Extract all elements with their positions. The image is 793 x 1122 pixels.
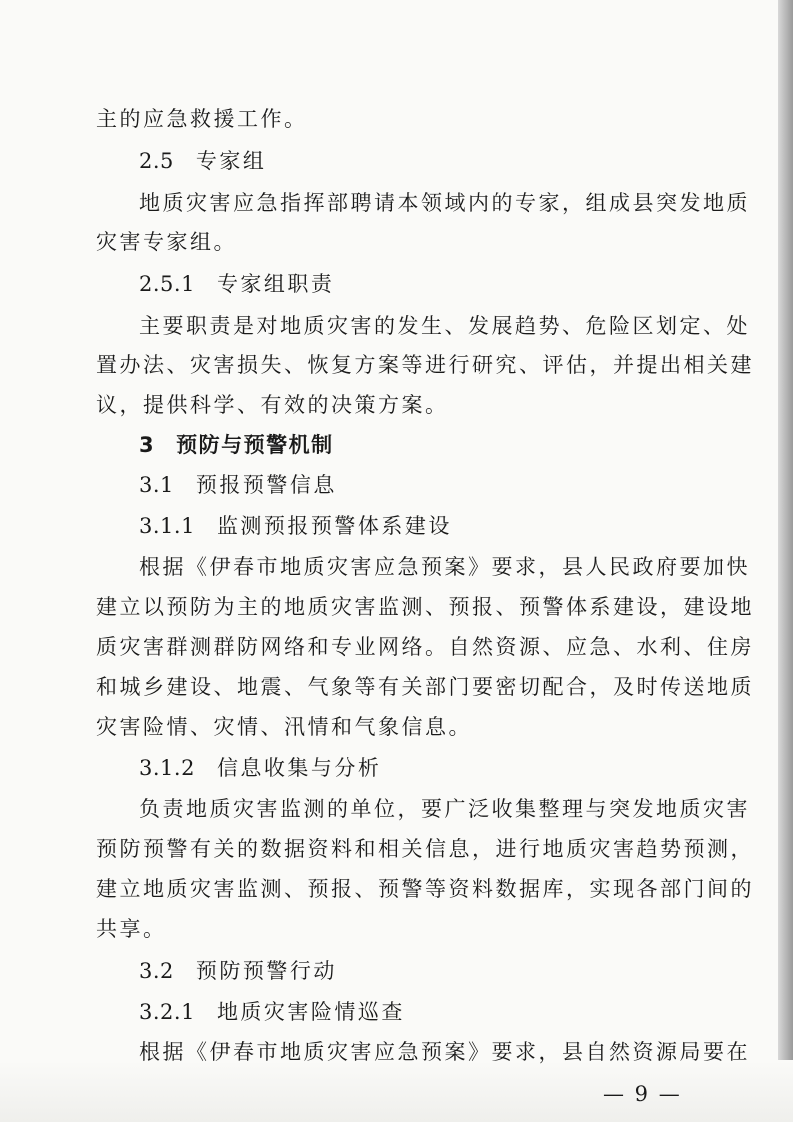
section-heading-3-2-1	[139, 999, 405, 1025]
section-heading-3-1-2	[139, 755, 381, 781]
text-line: 预防预警有关的数据资料和相关信息，进行地质灾害趋势预测，	[96, 837, 754, 861]
section-title: 专家组	[195, 149, 267, 173]
section-title: 监测预报预警体系建设	[216, 514, 452, 538]
text-line: 负责地质灾害监测的单位，要广泛收集整理与突发地质灾害	[139, 797, 750, 821]
section-number: 3.2	[139, 959, 174, 983]
text-line: 根据《伊春市地质灾害应急预案》要求，县自然资源局要在	[139, 1040, 750, 1064]
section-number: 3.2.1	[139, 1000, 195, 1024]
page-number: — 9 —	[603, 1082, 682, 1106]
section-heading-2-5	[139, 148, 266, 174]
section-number: 2.5.1	[139, 272, 195, 296]
text-line: 议，提供科学、有效的决策方案。	[96, 393, 449, 417]
section-title: 专家组职责	[216, 272, 335, 296]
text-line: 建立以预防为主的地质灾害监测、预报、预警体系建设，建设地	[96, 595, 754, 619]
text-line: 灾害专家组。	[96, 230, 237, 254]
section-title: 预防与预警机制	[176, 433, 334, 457]
section-number: 3.1.2	[139, 756, 195, 780]
section-title: 预报预警信息	[195, 473, 337, 497]
section-title: 预防预警行动	[195, 959, 337, 983]
text-line: 主的应急救援工作。	[96, 107, 308, 131]
text-line: 地质灾害应急指挥部聘请本领域内的专家，组成县突发地质	[139, 191, 750, 215]
section-number: 3	[139, 433, 155, 457]
text-line: 置办法、灾害损失、恢复方案等进行研究、评估，并提出相关建	[96, 353, 754, 377]
text-line: 质灾害群测群防网络和专业网络。自然资源、应急、水利、住房	[96, 635, 754, 659]
text-line: 灾害险情、灾情、汛情和气象信息。	[96, 715, 472, 739]
page-edge-shadow	[778, 0, 793, 1122]
section-title: 信息收集与分析	[216, 756, 382, 780]
text-line: 共享。	[96, 917, 167, 941]
section-heading-3-1	[139, 472, 337, 498]
section-heading-3-2	[139, 958, 337, 984]
section-title: 地质灾害险情巡查	[216, 1000, 405, 1024]
section-number: 3.1	[139, 473, 174, 497]
section-heading-3-1-1	[139, 513, 452, 539]
text-line: 和城乡建设、地震、气象等有关部门要密切配合，及时传送地质	[96, 675, 754, 699]
section-number: 3.1.1	[139, 514, 195, 538]
text-line: 主要职责是对地质灾害的发生、发展趋势、危险区划定、处	[139, 314, 750, 338]
text-line: 根据《伊春市地质灾害应急预案》要求，县人民政府要加快	[139, 555, 750, 579]
text-line: 建立地质灾害监测、预报、预警等资料数据库，实现各部门间的	[96, 877, 754, 901]
section-number: 2.5	[139, 149, 174, 173]
chapter-heading-3	[139, 432, 334, 458]
section-heading-2-5-1	[139, 271, 334, 297]
